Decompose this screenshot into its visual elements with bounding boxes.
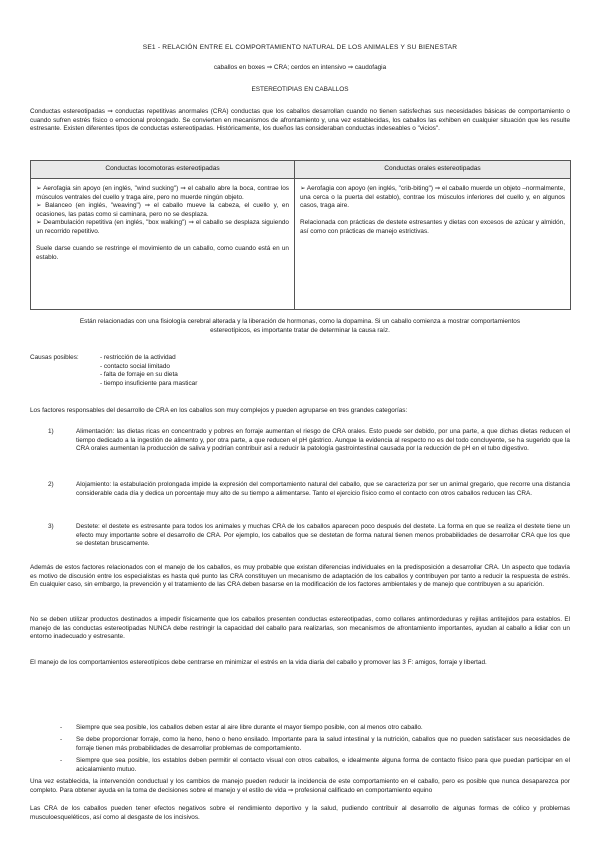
locomotor-item-weaving: ➢ Balanceo (en inglés, "weaving") ⇒ el caballo mueve la cabeza, el cuello y, en ocasiones, las patas como si caminara, pero no se desplaza. [36, 202, 289, 218]
factor-text: Destete: el destete es estresante para todos los animales y muchas CRA de los caballos aparecen poco después del destete. La forma en que se realiza el destete tiene un efecto muy importante sobre el desarrollo de CRA. Por ejemplo, los caballos que se destetan de forma natural tienen menos probabilidades de desarrollar CRA que los que se destetan bruscamente. [76, 523, 570, 548]
recommendation-text: Se debe proporcionar forraje, como la heno, heno o heno ensilado. Importante para la salud intestinal y la nutrición, caballos que no pueden satisfacer sus necesidades de forraje tienen más probabilidades de desarrollar problemas de comportamiento. [76, 736, 570, 752]
factor-number: 2) [48, 481, 54, 488]
factors-intro: Los factores responsables del desarrollo de CRA en los caballos son muy complejos y pueden agruparse en tres grandes categorías: [30, 407, 408, 414]
oral-cell [295, 179, 571, 310]
recommendation-text: Siempre que sea posible, los caballos deben estar al aire libre durante el mayor tiempo posible, con al menos otro caballo. [76, 724, 423, 731]
factor-number: 1) [48, 428, 54, 435]
locomotor-column-header: Conductas locomotoras estereotipadas [31, 161, 295, 179]
no-devices-paragraph: No se deben utilizar productos destinados a impedir físicamente que los caballos presenten conductas estereotipadas, como collares antimordeduras y rejillas antitejidos para establos. El manejo de las conductas estereotipadas NUNCA debe restringir la capacidad del caballo para realizarlas, son mecanismos de afrontamiento importantes, ayudan al caballo a lidiar con un entorno inadecuado y estresante. [30, 616, 570, 641]
cause-item: - falta de forraje en su dieta [100, 371, 178, 379]
oral-note: Relacionada con prácticas de destete estresantes y dietas con excesos de azúcar y almidón, así como con prácticas de manejo estrictivas. [300, 219, 565, 235]
document-title: SE1 - RELACIÓN ENTRE EL COMPORTAMIENTO NATURAL DE LOS ANIMALES Y SU BIENESTAR [142, 44, 458, 51]
document-subtitle: caballos en boxes ⇒ CRA; cerdos en intensivo ⇒ caudofagia [213, 64, 387, 71]
stereotypies-table [30, 160, 571, 310]
document-page: SE1 - RELACIÓN ENTRE EL COMPORTAMIENTO NATURAL DE LOS ANIMALES Y SU BIENESTAR caballos en boxes ⇒ CRA; cerdos en intensivo ⇒ caudofagia ESTEREOTIPIAS EN CABALLOS Conductas estereotipadas ⇒ conductas repetitivas anormales (CRA) conductas que los caballos desarrollan cuando no tienen satisfechas sus necesidades básicas de comportamiento o cuando sufren estrés físico o emocional prolongado. Se convierten en mecanismos de afrontamiento y, una vez establecidas, los caballos las exhiben en cualquier situación que les resulte estresante. Existen diferentes tipos de conductas estereotipadas. Históricamente, los dueños las consideraban conductas indeseables o "vicios". Conductas locomotoras estereotipadas Conductas orales estereotipadas ➢ Aerofagia sin apoyo (en inglés, "wind sucking") ⇒ el caballo abre la boca, contrae los músculos ventrales del cuello y traga aire, pero no muerde ningún objeto. ➢ Balanceo (en inglés, "weaving") ⇒ el caballo mueve la cabeza, el cuello y, en ocasiones, las patas como si caminara, pero no se desplaza. ➢ Deambulación repetitiva (en inglés, "box walking") ⇒ el caballo se desplaza siguiendo un recorrido repetitivo. Suele darse cuando se restringe el movimiento de un caballo, como cuando está en un establo. ➢ Aerofagia con apoyo (en inglés, "crib-biting") ⇒ el caballo muerde un objeto –normalmente, una cerca o la puerta del establo), contrae los músculos inferiores del cuello y, en algunos casos, traga aire. Relacionada con prácticas de destete estresantes y dietas con excesos de azúcar y almidón, así como con prácticas de manejo estrictivas. Están relacionadas con una fisiología cerebral alterada y la liberación de hormonas, como la dopamina. Si un caballo comienza a mostrar comportamientos estereotípicos, es importante tratar de determinar la causa raíz. Causas posibles: - restricción de la actividad - contacto social limitado - falta de forraje en su dieta - tiempo insuficiente para masticar Los factores responsables del desarrollo de CRA en los caballos son muy complejos y pueden agruparse en tres grandes categorías: 1) Alimentación: las dietas ricas en concentrado y pobres en forraje aumentan el riesgo de CRA orales. Esto puede ser debido, por una parte, a que dichas dietas reducen el tiempo dedicado a la ingestión de alimento y, por otra parte, a que reducen el pH gástrico. Aunque la evidencia al respecto no es del todo concluyente, se ha sugerido que la CRA orales aumentan la producción de saliva y podrían contribuir así a reducir la patología gastrointestinal causada por la reducción de pH en el tubo digestivo. 2) Alojamiento: la estabulación prolongada impide la expresión del comportamiento natural del caballo, que se caracteriza por ser un animal gregario, que recorre una distancia considerable cada día y dedica un porcentaje muy alto de su tiempo a alimentarse. Tanto el ejercicio físico como el contacto con otros caballos reducen las CRA. 3) Destete: el destete es estresante para todos los animales y muchas CRA de los caballos aparecen poco después del destete. La forma en que se realiza el destete tiene un efecto muy importante sobre el desarrollo de CRA. Por ejemplo, los caballos que se destetan de forma natural tienen menos probabilidades de desarrollar CRA que los que se destetan bruscamente. Además de estos factores relacionados con el manejo de los caballos, es muy probable que existan diferencias individuales en la predisposición a desarrollar CRA. Un aspecto que todavía es motivo de discusión entre los especialistas es hasta qué punto las CRA constituyen un mecanismo de adaptación de los caballos y contribuyen por tanto a reducir la respuesta de estrés. En cualquier caso, sin embargo, la prevención y el tratamiento de las CRA deben basarse en la modificación de los factores ambientales y de manejo que contribuyen a su aparición. No se deben utilizar productos destinados a impedir físicamente que los caballos presenten conductas estereotipadas, como collares antimordeduras y rejillas antitejidos para establos. El manejo de las conductas estereotipadas NUNCA debe restringir la capacidad del caballo para realizarlas, son mecanismos de afrontamiento importantes, ayudan al caballo a lidiar con un entorno inadecuado y estresante. El manejo de los comportamientos estereotípicos debe centrarse en minimizar el estrés en la vida diaria del caballo y promover las 3 F: amigos, forraje y libertad. - Siempre que sea posible, los caballos deben estar al aire libre durante el mayor tiempo posible, con al menos otro caballo. - Se debe proporcionar forraje, como la heno, heno o heno ensilado. Importante para la salud intestinal y la nutrición, caballos que no pueden satisfacer sus necesidades de forraje tienen más probabilidades de desarrollar problemas de comportamiento. - Siempre que sea posible, los establos deben permitir el contacto visual con otros caballos, e idealmente alguna forma de contacto físico para que puedan participar en el acicalamiento mutuo. Una vez establecida, la intervención conductual y los cambios de manejo pueden reducir la incidencia de este comportamiento en el caballo, pero es posible que nunca desaparezca por completo. Para obtener ayuda en la toma de decisiones sobre el manejo y el estilo de vida ⇒ profesional calificado en comportamiento equino Las CRA de los caballos pueden tener efectos negativos sobre el rendimiento deportivo y la salud, pudiendo contribuir al desarrollo de algunas formas de cólico y problemas musculoesqueléticos, así como al desgaste de los incisivos. [30, 44, 570, 821]
final-paragraph-1: Una vez establecida, la intervención conductual y los cambios de manejo pueden reducir la incidencia de este comportamiento en el caballo, pero es posible que nunca desaparezca por completo. Para obtener ayuda en la toma de decisiones sobre el manejo y el estilo de vida ⇒ profesional calificado en comportamiento equino [30, 778, 570, 794]
final-paragraph-2: Las CRA de los caballos pueden tener efectos negativos sobre el rendimiento deportivo y la salud, pudiendo contribuir al desarrollo de algunas formas de cólico y problemas musculoesqueléticos, así como al desgaste de los incisivos. [30, 805, 570, 821]
other-factors-paragraph: Además de estos factores relacionados con el manejo de los caballos, es muy probable que existan diferencias individuales en la predisposición a desarrollar CRA. Un aspecto que todavía es motivo de discusión entre los especialistas es hasta qué punto las CRA constituyen un mecanismo de adaptación de los caballos y contribuyen por tanto a reducir la respuesta de estrés. En cualquier caso, sin embargo, la prevención y el tratamiento de las CRA deben basarse en la modificación de los factores ambientales y de manejo que contribuyen a su aparición. [30, 564, 570, 589]
factor-text: Alojamiento: la estabulación prolongada impide la expresión del comportamiento natural del caballo, que se caracteriza por ser un animal gregario, que recorre una distancia considerable cada día y dedica un porcentaje muy alto de su tiempo a alimentarse. Tanto el ejercicio físico como el contacto con otros caballos reducen las CRA. [76, 481, 570, 497]
cause-item: - tiempo insuficiente para masticar [100, 379, 198, 387]
oral-item-crib-biting: ➢ Aerofagia con apoyo (en inglés, "crib-biting") ⇒ el caballo muerde un objeto –normalmente, una cerca o la puerta del establo), contrae los músculos inferiores del cuello y, en algunos casos, traga aire. [300, 185, 565, 210]
cause-item: - restricción de la actividad [100, 354, 176, 361]
section-heading: ESTEREOTIPIAS EN CABALLOS [251, 86, 349, 93]
locomotor-cell [31, 179, 295, 310]
oral-column-header: Conductas orales estereotipadas [295, 161, 571, 179]
locomotor-item-box-walking: ➢ Deambulación repetitiva (en inglés, "box walking") ⇒ el caballo se desplaza siguiendo un recorrido repetitivo. [36, 219, 289, 235]
locomotor-note: Suele darse cuando se restringe el movimiento de un caballo, como cuando está en un establo. [36, 245, 289, 261]
factor-text: Alimentación: las dietas ricas en concentrado y pobres en forraje aumentan el riesgo de CRA orales. Esto puede ser debido, por una parte, a que dichas dietas reducen el tiempo dedicado a la ingestión de alimento y, por otra parte, a que reducen el pH gástrico. Aunque la evidencia al respecto no es del todo concluyente, se ha sugerido que la CRA orales aumentan la producción de saliva y podrían contribuir así a reducir la patología gastrointestinal causada por la reducción de pH en el tubo digestivo. [76, 428, 570, 453]
cause-item: - contacto social limitado [100, 362, 170, 370]
after-table-paragraph: Están relacionadas con una fisiología cerebral alterada y la liberación de hormonas, como la dopamina. Si un caballo comienza a mostrar comportamientos estereotípicos, es importante tratar de determinar la causa raíz. [79, 318, 521, 334]
possible-causes-list [100, 354, 400, 388]
possible-causes-label: Causas posibles: [30, 354, 79, 361]
intro-paragraph: Conductas estereotipadas ⇒ conductas repetitivas anormales (CRA) conductas que los caballos desarrollan cuando no tienen satisfechas sus necesidades básicas de comportamiento o cuando sufren estrés físico o emocional prolongado. Se convierten en mecanismos de afrontamiento y, una vez establecidas, los caballos las exhiben en cualquier situación que les resulte estresante. Existen diferentes tipos de conductas estereotipadas. Históricamente, los dueños las consideraban conductas indeseables o "vicios". [30, 108, 570, 133]
recommendation-text: Siempre que sea posible, los establos deben permitir el contacto visual con otros caballos, e idealmente alguna forma de contacto físico para que puedan participar en el acicalamiento mutuo. [76, 757, 570, 773]
three-f-paragraph: El manejo de los comportamientos estereotípicos debe centrarse en minimizar el estrés en la vida diaria del caballo y promover las 3 F: amigos, forraje y libertad. [30, 659, 487, 666]
locomotor-item-wind-sucking: ➢ Aerofagia sin apoyo (en inglés, "wind sucking") ⇒ el caballo abre la boca, contrae los músculos ventrales del cuello y traga aire, pero no muerde ningún objeto. [36, 185, 289, 201]
factor-number: 3) [48, 523, 54, 530]
